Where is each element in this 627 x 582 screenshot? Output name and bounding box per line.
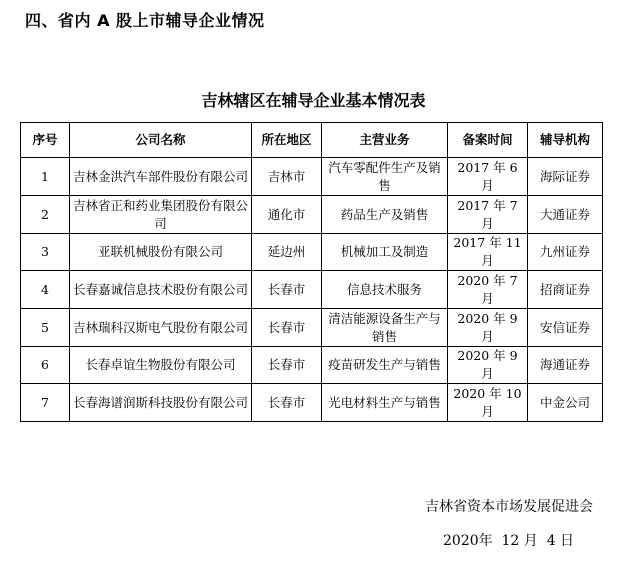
table-header-row [21, 123, 603, 158]
column-header-business: 主营业务 [322, 123, 448, 158]
footer-organization: 吉林省资本市场发展促进会 [425, 499, 593, 515]
section-heading: 四、省内 A 股上市辅导企业情况 [25, 11, 265, 30]
cell-advisor: 九州证券 [528, 234, 603, 271]
cell-region: 吉林市 [252, 158, 322, 196]
table-title: 吉林辖区在辅导企业基本情况表 [201, 91, 426, 110]
cell-region: 长春市 [252, 271, 322, 309]
cell-no: 6 [21, 347, 70, 384]
table-row [21, 234, 603, 271]
cell-no: 4 [21, 271, 70, 309]
column-header-advisor: 辅导机构 [528, 123, 603, 158]
cell-company: 亚联机械股份有限公司 [70, 234, 252, 271]
cell-business: 疫苗研发生产与销售 [322, 347, 448, 384]
table-row [21, 384, 603, 422]
cell-business: 光电材料生产与销售 [322, 384, 448, 422]
cell-company: 长春海谱润斯科技股份有限公司 [70, 384, 252, 422]
column-header-filing-date: 备案时间 [448, 123, 528, 158]
cell-filing-date: 2020 年 9 月 [448, 309, 528, 347]
cell-filing-date: 2020 年 9 月 [448, 347, 528, 384]
table-row [21, 271, 603, 309]
cell-filing-date: 2017 年 7 月 [448, 196, 528, 234]
cell-filing-date: 2017 年 11 月 [448, 234, 528, 271]
cell-region: 长春市 [252, 347, 322, 384]
cell-advisor: 安信证券 [528, 309, 603, 347]
cell-business: 机械加工及制造 [322, 234, 448, 271]
table-row [21, 158, 603, 196]
cell-advisor: 大通证券 [528, 196, 603, 234]
column-header-no: 序号 [21, 123, 70, 158]
cell-company: 吉林瑞科汉斯电气股份有限公司 [70, 309, 252, 347]
footer-date: 2020年 12 月 4 日 [443, 533, 575, 549]
cell-no: 5 [21, 309, 70, 347]
cell-no: 7 [21, 384, 70, 422]
cell-business: 清洁能源设备生产与销售 [322, 309, 448, 347]
table-row [21, 347, 603, 384]
cell-advisor: 中金公司 [528, 384, 603, 422]
cell-company: 长春嘉诚信息技术股份有限公司 [70, 271, 252, 309]
cell-filing-date: 2017 年 6 月 [448, 158, 528, 196]
cell-region: 长春市 [252, 384, 322, 422]
cell-business: 信息技术服务 [322, 271, 448, 309]
cell-business: 汽车零配件生产及销售 [322, 158, 448, 196]
cell-filing-date: 2020 年 7 月 [448, 271, 528, 309]
cell-business: 药品生产及销售 [322, 196, 448, 234]
cell-filing-date: 2020 年 10 月 [448, 384, 528, 422]
cell-region: 延边州 [252, 234, 322, 271]
cell-no: 2 [21, 196, 70, 234]
cell-advisor: 海通证券 [528, 347, 603, 384]
cell-company: 长春卓谊生物股份有限公司 [70, 347, 252, 384]
cell-no: 3 [21, 234, 70, 271]
cell-no: 1 [21, 158, 70, 196]
cell-advisor: 招商证券 [528, 271, 603, 309]
column-header-company: 公司名称 [70, 123, 252, 158]
table-row [21, 196, 603, 234]
cell-advisor: 海际证券 [528, 158, 603, 196]
cell-company: 吉林省正和药业集团股份有限公司 [70, 196, 252, 234]
companies-table [20, 122, 603, 422]
table-row [21, 309, 603, 347]
cell-company: 吉林金洪汽车部件股份有限公司 [70, 158, 252, 196]
cell-region: 长春市 [252, 309, 322, 347]
column-header-region: 所在地区 [252, 123, 322, 158]
cell-region: 通化市 [252, 196, 322, 234]
